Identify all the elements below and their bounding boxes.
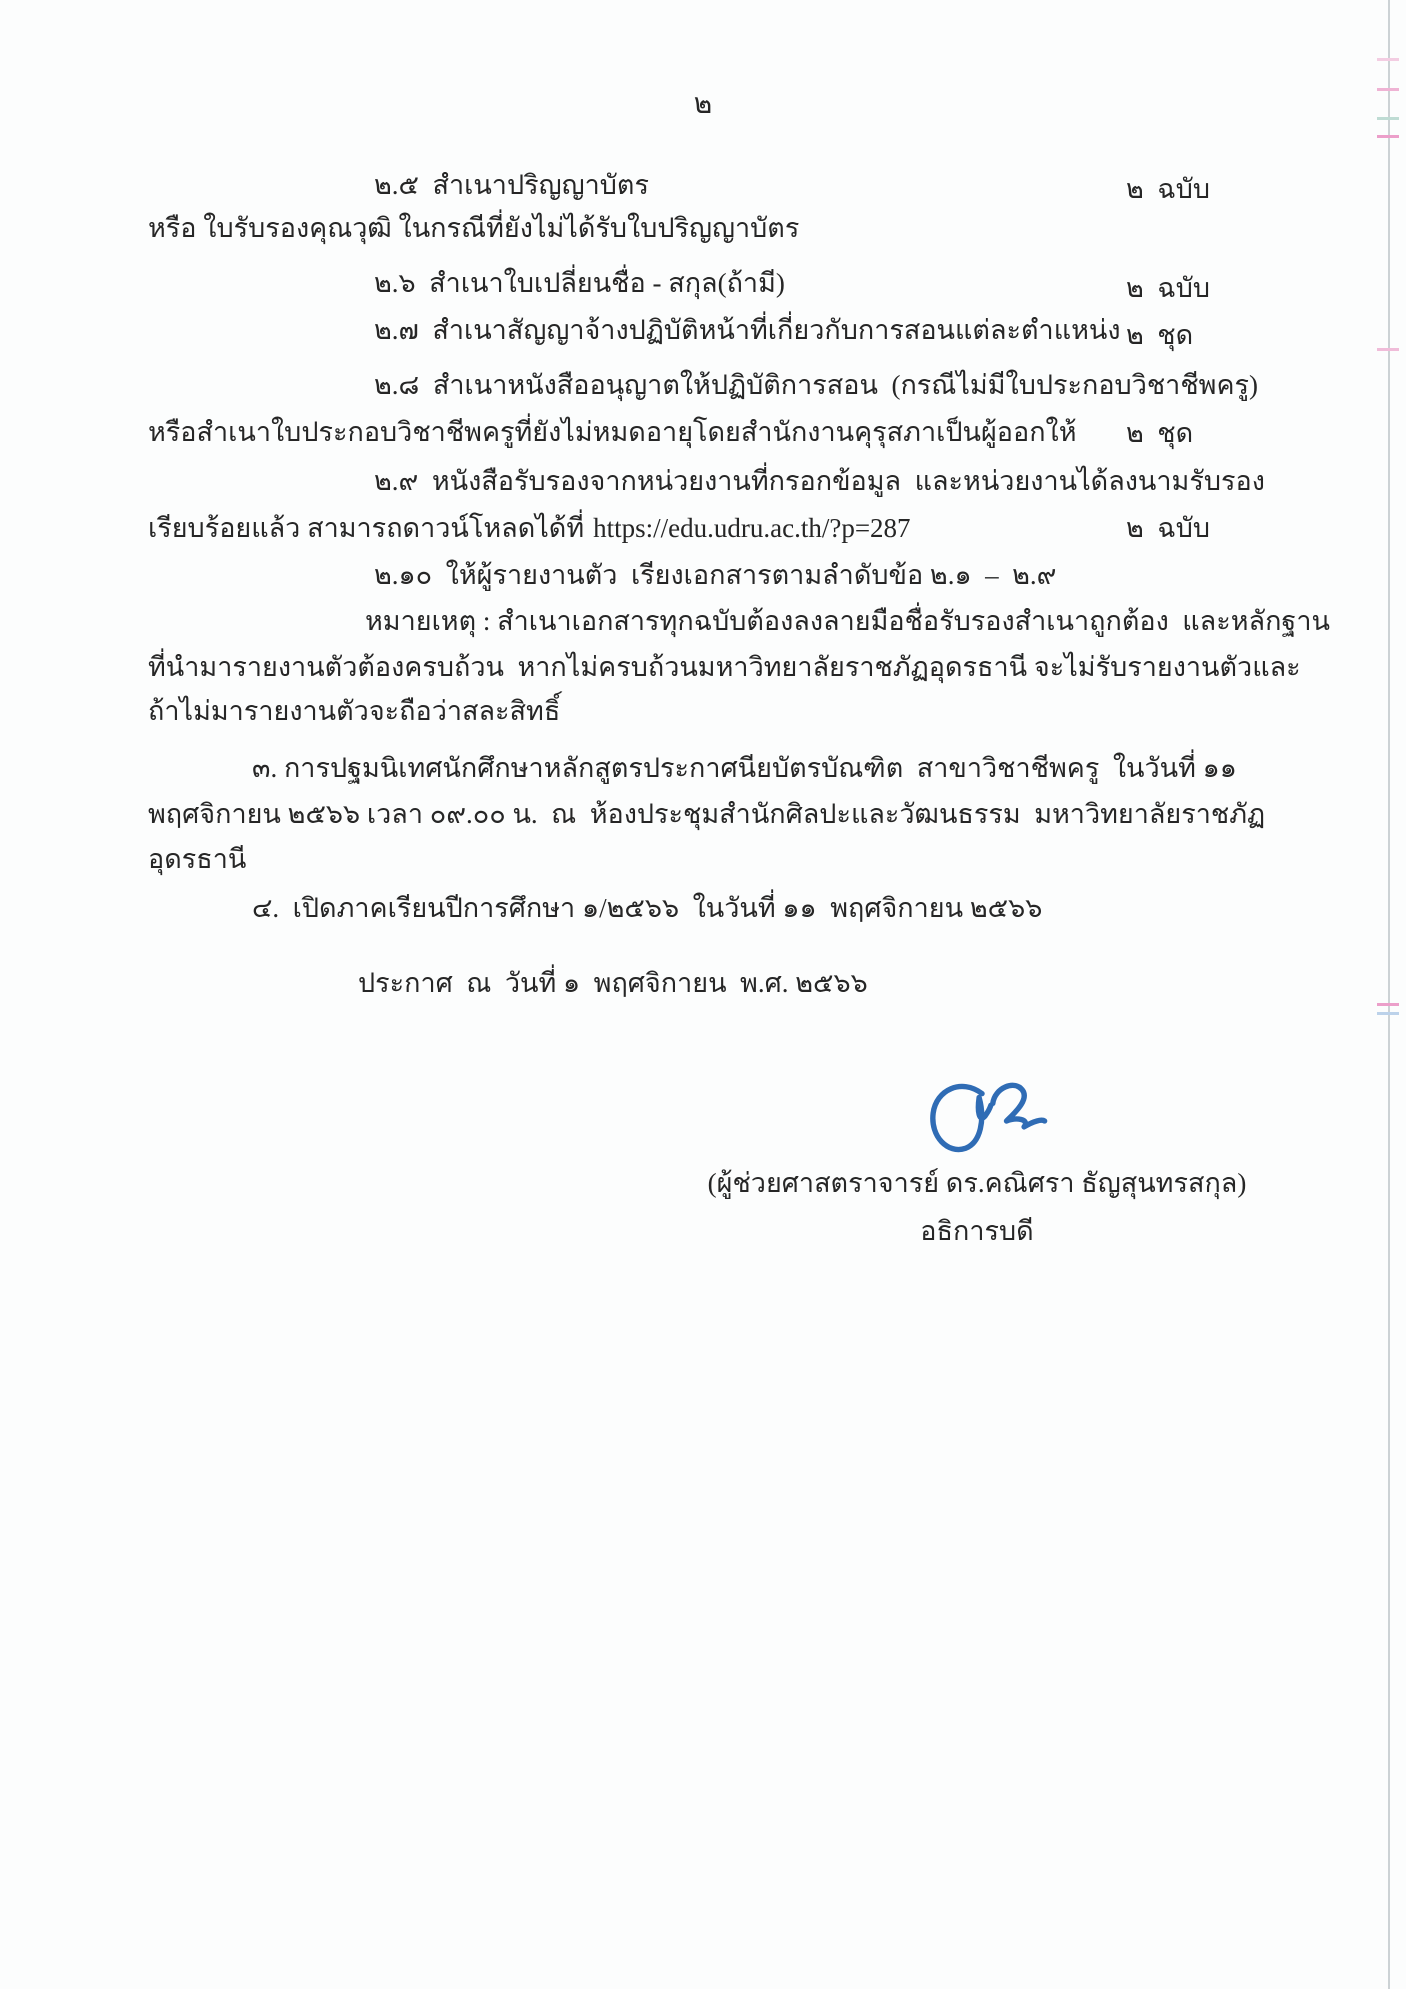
download-url: https://edu.udru.ac.th/?p=287: [593, 513, 911, 543]
scan-edge-line: [1388, 0, 1390, 1989]
copies-count-2-7: ๒ ชุด: [1126, 320, 1194, 350]
scan-tick: [1377, 1003, 1399, 1006]
copies-count-2-8: ๒ ชุด: [1126, 418, 1194, 448]
doc-line-item-2-9-cont: [148, 505, 911, 551]
scan-tick: [1377, 58, 1399, 61]
doc-line-item-2-9: ๒.๙ หนังสือรับรองจากหน่วยงานที่กรอกข้อมูล และหน่วยงานได้ลงนามรับรอง: [374, 466, 1265, 496]
section-3-line-1: ๓. การปฐมนิเทศนักศึกษาหลักสูตรประกาศนียบัตรบัณฑิต สาขาวิชาชีพครู ในวันที่ ๑๑: [252, 753, 1237, 783]
scan-tick: [1377, 117, 1399, 120]
page-number: ๒: [693, 89, 713, 120]
doc-line-item-2-8-cont: หรือสำเนาใบประกอบวิชาชีพครูที่ยังไม่หมดอายุโดยสำนักงานคุรุสภาเป็นผู้ออกให้: [148, 417, 1077, 447]
signature-ink: [920, 1076, 1048, 1164]
scan-tick: [1377, 135, 1399, 138]
doc-line-item-2-10: ๒.๑๐ ให้ผู้รายงานตัว เรียงเอกสารตามลำดับข้อ ๒.๑ – ๒.๙: [374, 560, 1057, 590]
section-3-line-3: อุดรธานี: [148, 844, 247, 874]
scan-tick: [1377, 348, 1399, 351]
doc-line-item-2-5-cont: หรือ ใบรับรองคุณวุฒิ ในกรณีที่ยังไม่ได้รับใบปริญญาบัตร: [148, 213, 800, 243]
scan-tick: [1377, 88, 1399, 91]
section-3-line-2: พฤศจิกายน ๒๕๖๖ เวลา ๐๙.๐๐ น. ณ ห้องประชุมสำนักศิลปะและวัฒนธรรม มหาวิทยาลัยราชภัฏ: [148, 799, 1266, 829]
signer-name: (ผู้ช่วยศาสตราจารย์ ดร.คณิศรา ธัญสุนทรสกุล): [707, 1168, 1247, 1198]
note-line-2: ที่นำมารายงานตัวต้องครบถ้วน หากไม่ครบถ้วนมหาวิทยาลัยราชภัฏอุดรธานี จะไม่รับรายงานตัวและ: [148, 652, 1301, 682]
scan-tick: [1377, 1012, 1399, 1015]
copies-count-2-9: ๒ ฉบับ: [1126, 513, 1210, 543]
note-line-3: ถ้าไม่มารายงานตัวจะถือว่าสละสิทธิ์: [148, 696, 561, 726]
section-4-line: ๔. เปิดภาคเรียนปีการศึกษา ๑/๒๕๖๖ ในวันที่ ๑๑ พฤศจิกายน ๒๕๖๖: [252, 893, 1043, 923]
download-note-text: เรียบร้อยแล้ว สามารถดาวน์โหลดได้ที่: [148, 513, 585, 543]
doc-line-item-2-6: ๒.๖ สำเนาใบเปลี่ยนชื่อ - สกุล(ถ้ามี): [374, 268, 785, 298]
note-line-1: หมายเหตุ : สำเนาเอกสารทุกฉบับต้องลงลายมือชื่อรับรองสำเนาถูกต้อง และหลักฐาน: [365, 606, 1330, 636]
copies-count-2-5: ๒ ฉบับ: [1126, 174, 1210, 204]
doc-line-item-2-5: ๒.๕ สำเนาปริญญาบัตร: [374, 170, 649, 200]
doc-line-item-2-7: ๒.๗ สำเนาสัญญาจ้างปฏิบัติหน้าที่เกี่ยวกับการสอนแต่ละตำแหน่ง: [374, 315, 1121, 345]
doc-line-item-2-8: ๒.๘ สำเนาหนังสืออนุญาตให้ปฏิบัติการสอน (กรณีไม่มีใบประกอบวิชาชีพครู): [374, 370, 1259, 400]
copies-count-2-6: ๒ ฉบับ: [1126, 273, 1210, 303]
signer-title: อธิการบดี: [920, 1216, 1034, 1246]
announcement-date-line: ประกาศ ณ วันที่ ๑ พฤศจิกายน พ.ศ. ๒๕๖๖: [358, 968, 868, 998]
